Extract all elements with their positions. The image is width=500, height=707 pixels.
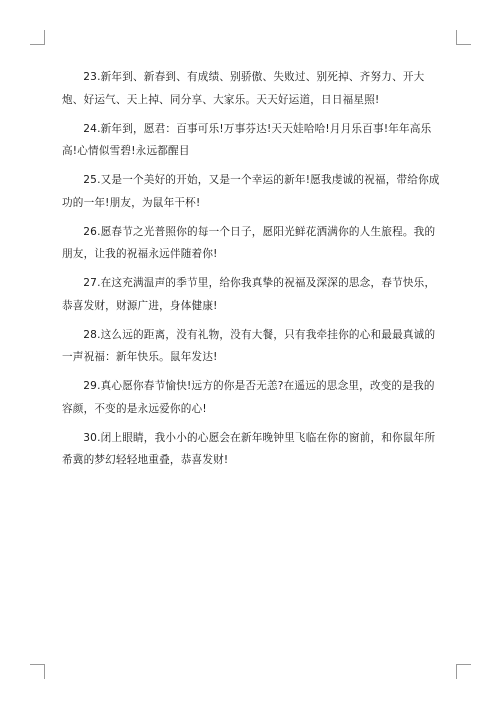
- paragraph-30: 30.闭上眼睛，我小小的心愿会在新年晚钟里飞临在你的窗前，和你鼠年所希冀的梦幻轻轻地重叠，恭喜发财!: [62, 431, 436, 466]
- paragraph-28: 28.这么远的距离，没有礼物，没有大餐，只有我牵挂你的心和最最真诚的一声祝福：新年快乐。鼠年发达!: [62, 328, 436, 363]
- crop-mark-top-left: [30, 30, 45, 45]
- crop-mark-top-right: [456, 30, 471, 45]
- crop-mark-bottom-left: [30, 664, 45, 679]
- paragraph-27: 27.在这充满温声的季节里，给你我真挚的祝福及深深的思念，春节快乐，恭喜发财，财源广进，身体健康!: [62, 277, 436, 312]
- paragraph-29: 29.真心愿你春节愉快!远方的你是否无恙?在遥远的思念里，改变的是我的容颜，不变的是永远爱你的心!: [62, 380, 435, 415]
- paragraph-25: 25.又是一个美好的开始，又是一个幸运的新年!愿我虔诚的祝福，带给你成功的一年!朋友，为鼠年干杯!: [62, 174, 440, 209]
- paragraph-24: 24.新年到，愿君：百事可乐!万事芬达!天天娃哈哈!月月乐百事!年年高乐高!心情似雪碧!永远都醒目: [62, 122, 432, 157]
- document-body: [62, 66, 442, 472]
- paragraph-26: 26.愿春节之光普照你的每一个日子，愿阳光鲜花洒满你的人生旅程。我的朋友，让我的祝福永远伴随着你!: [62, 225, 436, 260]
- crop-mark-bottom-right: [456, 664, 471, 679]
- paragraph-23: 23.新年到、新春到、有成绩、别骄傲、失败过、别死掉、齐努力、开大炮、好运气、天上掉、同分享、大家乐。天天好运道，日日福星照!: [62, 71, 425, 106]
